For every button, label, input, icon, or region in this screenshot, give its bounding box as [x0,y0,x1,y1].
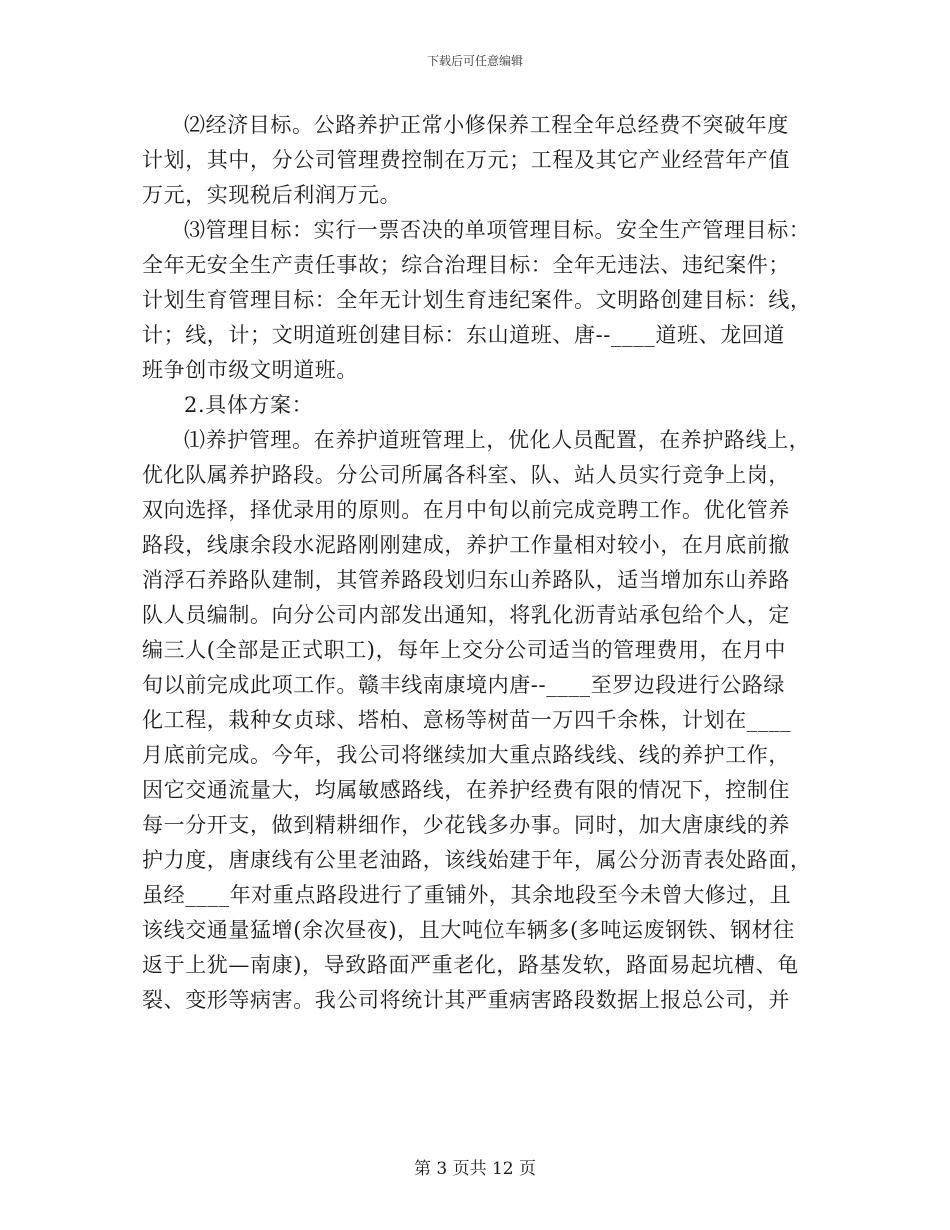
paragraph-line: 虽经____年对重点路段进行了重铺外，其余地段至今未曾大修过，且 [142,883,792,907]
paragraph-line: 因它交通流量大，均属敏感路线，在养护经费有限的情况下，控制住 [142,778,790,802]
paragraph-line: 该线交通量猛增(余次昼夜)，且大吨位车辆多(多吨运废钢铁、钢材往 [142,918,795,942]
paragraph-line: 班争创市级文明道班。 [142,358,358,382]
paragraph-line: 计划，其中，分公司管理费控制在万元；工程及其它产业经营年产值 [142,148,790,172]
paragraph-line: 返于上犹—南康)，导致路面严重老化，路基发软，路面易起坑槽、龟 [142,953,799,977]
paragraph-line: ⑶管理目标：实行一票否决的单项管理目标。安全生产管理目标： [184,218,811,242]
paragraph-line: 编三人(全部是正式职工)，每年上交分公司适当的管理费用，在月中 [142,638,786,662]
paragraph-line: 旬以前完成此项工作。赣丰线南康境内唐--____至罗边段进行公路绿 [142,673,785,697]
page-number: 第 3 页共 12 页 [413,1159,537,1179]
paragraph-line: 队人员编制。向分公司内部发出通知，将乳化沥青站承包给个人，定 [142,603,790,627]
paragraph-line: 双向选择，择优录用的原则。在月中旬以前完成竞聘工作。优化管养 [142,498,790,522]
paragraph-line: 每一分开支，做到精耕细作，少花钱多办事。同时，加大唐康线的养 [142,813,790,837]
paragraph-line: 全年无安全生产责任事故；综合治理目标：全年无违法、违纪案件； [142,253,790,277]
paragraph-line: 优化队属养护路段。分公司所属各科室、队、站人员实行竞争上岗， [142,463,790,487]
section-heading: 2.具体方案： [184,393,314,417]
paragraph-line: 路段，线康余段水泥路刚刚建成，养护工作量相对较小，在月底前撤 [142,533,790,557]
paragraph-line: 裂、变形等病害。我公司将统计其严重病害路段数据上报总公司，并 [142,988,790,1012]
page-header: 下载后可任意编辑 [426,54,523,68]
paragraph-line: 万元，实现税后利润万元。 [142,183,402,207]
paragraph-line: 计；线，计；文明道班创建目标：东山道班、唐--____道班、龙回道 [142,323,785,347]
paragraph-line: ⑴养护管理。在养护道班管理上，优化人员配置，在养护路线上， [184,428,811,452]
paragraph-line: 消浮石养路队建制，其管养路段划归东山养路队，适当增加东山养路 [142,568,790,592]
paragraph-line: 化工程，栽种女贞球、塔柏、意杨等树苗一万四千余株，计划在____ [142,708,792,732]
paragraph-line: 计划生育管理目标：全年无计划生育违纪案件。文明路创建目标：线， [142,288,812,312]
document-body [142,108,812,1018]
paragraph-line: 护力度，唐康线有公里老油路，该线始建于年，属公分沥青表处路面， [142,848,812,872]
paragraph-line: ⑵经济目标。公路养护正常小修保养工程全年总经费不突破年度 [184,113,789,137]
paragraph-line: 月底前完成。今年，我公司将继续加大重点路线线、线的养护工作， [142,743,790,767]
